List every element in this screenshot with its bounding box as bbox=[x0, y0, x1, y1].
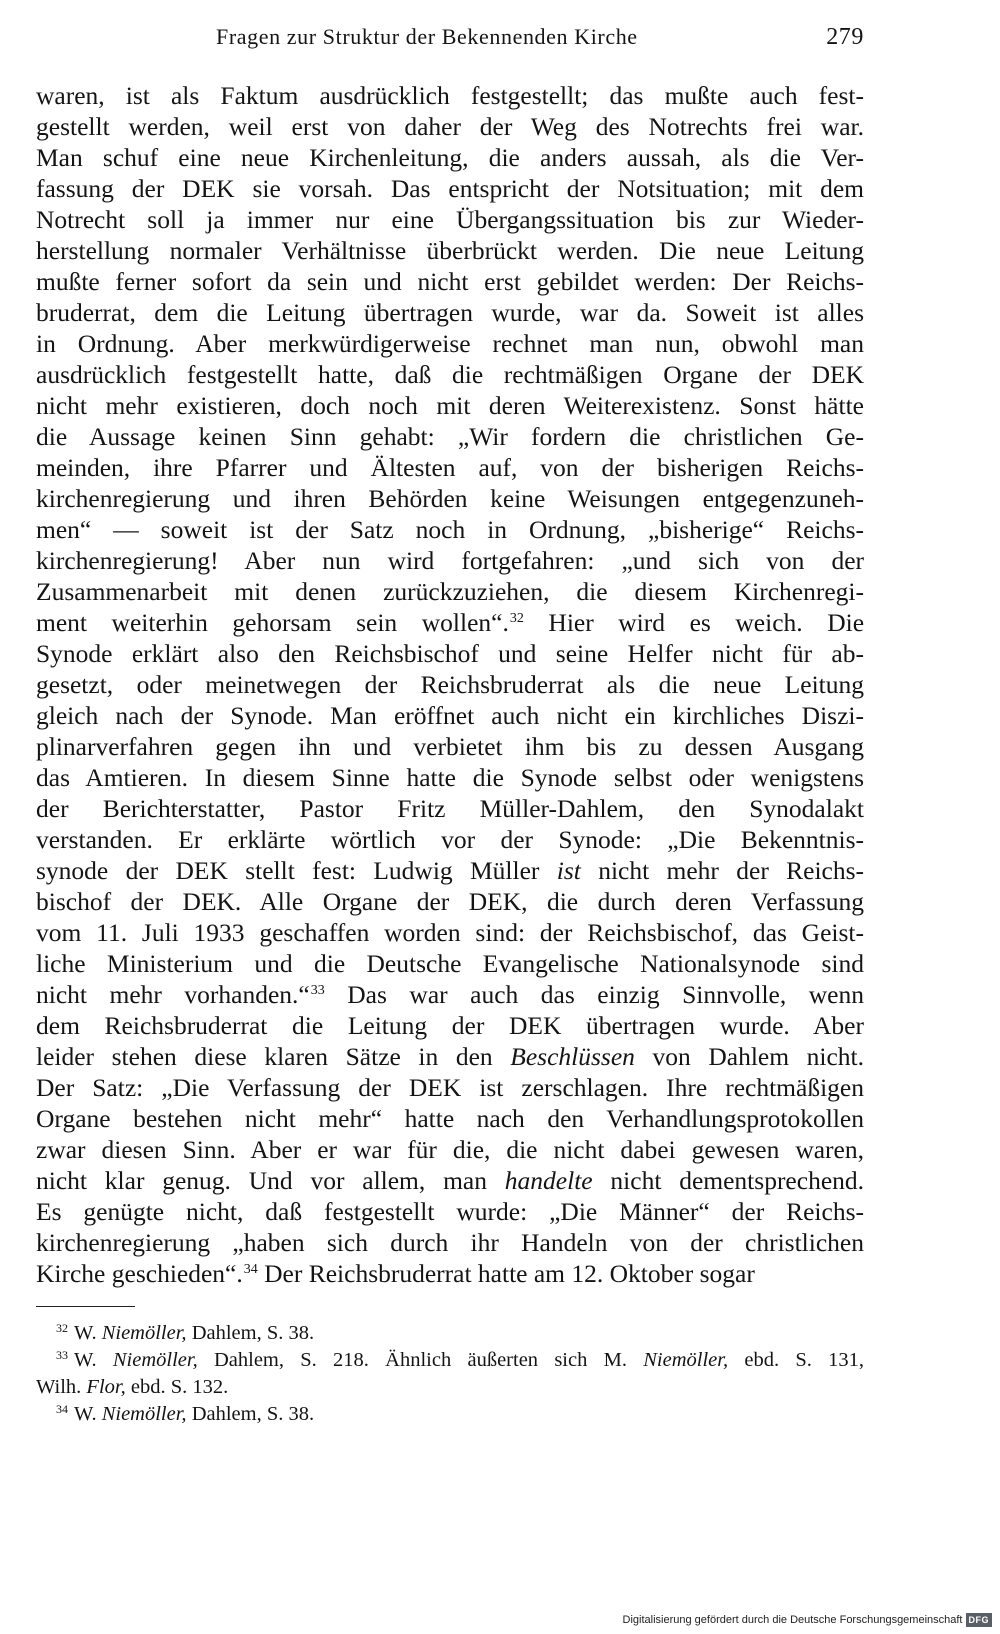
footnote-ref-33: 33 bbox=[310, 983, 325, 998]
text-line: vom 11. Juli 1933 geschaffen worden sind: der Reichsbischof, das Geist- bbox=[36, 918, 864, 947]
footnote-34: $^{34}$ W. Niemöller, Dahlem, S. 38. bbox=[56, 1402, 315, 1425]
text-line: bischof der DEK. Alle Organe der DEK, die durch deren Verfassung bbox=[36, 887, 864, 916]
text-line: Der Satz: „Die Verfassung der DEK ist zerschlagen. Ihre rechtmäßigen bbox=[36, 1073, 864, 1102]
text-line: bruderrat, dem die Leitung übertragen wurde, war da. Soweit ist alles bbox=[36, 298, 864, 327]
text-line: gleich nach der Synode. Man eröffnet auch nicht ein kirchliches Diszi- bbox=[36, 701, 864, 730]
text-segment: nicht dementsprechend. bbox=[610, 1166, 865, 1195]
author-name: Niemöller, bbox=[643, 1349, 729, 1371]
text-line: Synode erklärt also den Reichsbischof und seine Helfer nicht für ab- bbox=[36, 639, 864, 668]
text-line: meinden, ihre Pfarrer und Ältesten auf, von der bisherigen Reichs- bbox=[36, 453, 864, 482]
text-segment: leider stehen diese klaren Sätze in den bbox=[36, 1042, 493, 1071]
text-line bbox=[36, 1165, 864, 1196]
text-line: Es genügte nicht, daß festgestellt wurde: „Die Männer“ der Reichs- bbox=[36, 1197, 864, 1226]
footnote-number: 34 bbox=[56, 1402, 68, 1416]
text-line: zwar diesen Sinn. Aber er war für die, die nicht dabei gewesen waren, bbox=[36, 1135, 864, 1164]
text-segment: synode der DEK stellt fest: Ludwig Müller bbox=[36, 856, 540, 885]
footnote-33-continued: Wilh. Flor, ebd. S. 132. bbox=[36, 1376, 229, 1398]
footnote-33: $^{33}$ W. Niemöller, Dahlem, S. 218. Ähnlich äußerten sich M. Niemöller, ebd. S. 131, bbox=[56, 1348, 864, 1371]
text-line bbox=[36, 1041, 864, 1072]
text-segment: Kirche geschieden“. bbox=[36, 1259, 243, 1288]
footnote-ref-34: 34 bbox=[243, 1262, 258, 1277]
text-line: Notrecht soll ja immer nur eine Übergangssituation bis zur Wieder- bbox=[36, 205, 864, 234]
page-number: 279 bbox=[826, 24, 864, 50]
text-line bbox=[36, 979, 864, 1010]
text-line: kirchenregierung! Aber nun wird fortgefahren: „und sich von der bbox=[36, 546, 864, 575]
footnote-ref-32: 32 bbox=[509, 611, 524, 626]
text-line: gesetzt, oder meinetwegen der Reichsbruderrat als die neue Leitung bbox=[36, 670, 864, 699]
text-line: Man schuf eine neue Kirchenleitung, die anders aussah, als die Ver- bbox=[36, 143, 864, 172]
running-title: Fragen zur Struktur der Bekennenden Kirche bbox=[216, 24, 638, 49]
text-line bbox=[36, 855, 864, 886]
text-line: plinarverfahren gegen ihn und verbietet ihm bis zu dessen Ausgang bbox=[36, 732, 864, 761]
text-segment: ment weiterhin gehorsam sein wollen“. bbox=[36, 608, 509, 637]
text-segment: nicht mehr vorhanden.“ bbox=[36, 980, 310, 1009]
text-line: verstanden. Er erklärte wörtlich vor der Synode: „Die Bekenntnis- bbox=[36, 825, 864, 854]
footnote-divider bbox=[36, 1306, 135, 1307]
text-line: dem Reichsbruderrat die Leitung der DEK übertragen wurde. Aber bbox=[36, 1011, 864, 1040]
text-line: fassung der DEK sie vorsah. Das entspricht der Notsituation; mit dem bbox=[36, 174, 864, 203]
text-line: herstellung normaler Verhältnisse überbrückt werden. Die neue Leitung bbox=[36, 236, 864, 265]
text-line: kirchenregierung „haben sich durch ihr Handeln von der christlichen bbox=[36, 1228, 864, 1257]
text-line bbox=[36, 607, 864, 638]
text-line: in Ordnung. Aber merkwürdigerweise rechnet man nun, obwohl man bbox=[36, 329, 864, 358]
author-name: Niemöller, bbox=[101, 1322, 187, 1344]
author-name: Niemöller, bbox=[112, 1349, 198, 1371]
footnote-number: 32 bbox=[56, 1321, 68, 1335]
text-line: liche Ministerium und die Deutsche Evangelische Nationalsynode sind bbox=[36, 949, 864, 978]
text-line bbox=[36, 1258, 864, 1289]
text-line: das Amtieren. In diesem Sinne hatte die Synode selbst oder wenigstens bbox=[36, 763, 864, 792]
text-line: men“ — soweit ist der Satz noch in Ordnung, „bisherige“ Reichs- bbox=[36, 515, 864, 544]
text-line: der Berichterstatter, Pastor Fritz Müller-Dahlem, den Synodalakt bbox=[36, 794, 864, 823]
dfg-logo: DFG bbox=[966, 1613, 993, 1627]
text-line: ausdrücklich festgestellt hatte, daß die rechtmäßigen Organe der DEK bbox=[36, 360, 864, 389]
text-segment: Hier wird es weich. Die bbox=[523, 608, 865, 637]
text-line: waren, ist als Faktum ausdrücklich festgestellt; das mußte auch fest- bbox=[36, 81, 864, 110]
text-line: Zusammenarbeit mit denen zurückzuziehen, die diesem Kirchenregi- bbox=[36, 577, 864, 606]
text-line: nicht mehr existieren, doch noch mit deren Weiterexistenz. Sonst hätte bbox=[36, 391, 864, 420]
text-line: Organe bestehen nicht mehr“ hatte nach den Verhandlungsprotokollen bbox=[36, 1104, 864, 1133]
italic-emphasis: Beschlüssen bbox=[510, 1042, 635, 1071]
running-header bbox=[36, 24, 864, 58]
author-name: Flor, bbox=[86, 1376, 126, 1398]
text-line: mußte ferner sofort da sein und nicht erst gebildet werden: Der Reichs- bbox=[36, 267, 864, 296]
footnote-number: 33 bbox=[56, 1348, 68, 1362]
text-line: die Aussage keinen Sinn gehabt: „Wir fordern die christlichen Ge- bbox=[36, 422, 864, 451]
italic-emphasis: handelte bbox=[504, 1166, 593, 1195]
italic-emphasis: ist bbox=[556, 856, 581, 885]
credit-text: Digitalisierung gefördert durch die Deutsche Forschungsgemeinschaft bbox=[622, 1614, 963, 1626]
text-segment: von Dahlem nicht. bbox=[652, 1042, 864, 1071]
digitization-credit bbox=[623, 1612, 992, 1628]
text-segment: Das war auch das einzig Sinnvolle, wenn bbox=[324, 980, 864, 1009]
text-line: kirchenregierung und ihren Behörden keine Weisungen entgegenzuneh- bbox=[36, 484, 864, 513]
text-segment: Der Reichsbruderrat hatte am 12. Oktober sogar bbox=[257, 1259, 755, 1288]
author-name: Niemöller, bbox=[101, 1403, 187, 1425]
text-segment: nicht klar genug. Und vor allem, man bbox=[36, 1166, 487, 1195]
footnote-32: $^{32}$ W. Niemöller, Dahlem, S. 38. bbox=[56, 1321, 315, 1344]
text-segment: nicht mehr der Reichs- bbox=[598, 856, 865, 885]
footnotes bbox=[36, 1320, 864, 1428]
text-line: gestellt werden, weil erst von daher der Weg des Notrechts frei war. bbox=[36, 112, 864, 141]
body-text bbox=[36, 80, 864, 1289]
